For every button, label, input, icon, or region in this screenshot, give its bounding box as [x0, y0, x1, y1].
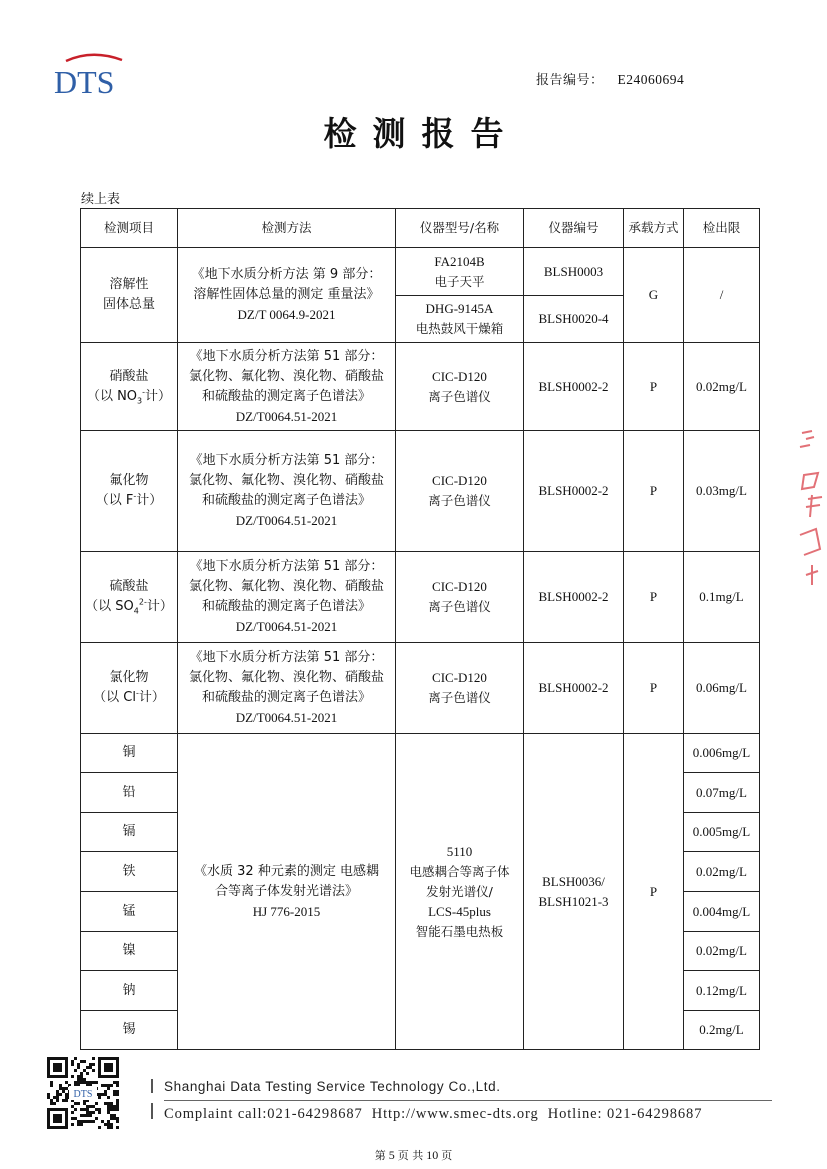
item-cell [81, 643, 178, 734]
instrument-no-cell: BLSH0002-2 [524, 431, 624, 552]
item-cell [81, 431, 178, 552]
limit-cell: 0.06mg/L [684, 643, 760, 734]
instrument-model: 5110 [446, 843, 473, 859]
instrument-model: LCS-45plus [428, 903, 491, 919]
table-row [81, 431, 760, 552]
metal-name-cell: 钠 [81, 971, 178, 1011]
item-cell [81, 343, 178, 431]
seal-stamp-fragment [794, 425, 827, 595]
limit-cell: 0.02mg/L [684, 852, 760, 892]
item-unit: （以 F-计） [95, 491, 163, 508]
metal-name-cell: 铁 [81, 852, 178, 892]
method-text: 溶解性固体总量的测定 重量法》 [193, 287, 380, 302]
item-cell [81, 552, 178, 643]
limit-cell: 0.07mg/L [684, 773, 760, 813]
metal-name-cell: 铜 [81, 734, 178, 773]
limit-cell: 0.02mg/L [684, 343, 760, 431]
instrument-cell [396, 552, 524, 643]
test-method-table [80, 208, 760, 1050]
header-instrument: 仪器型号/名称 [396, 209, 524, 248]
instrument-no-cell: BLSH0002-2 [524, 343, 624, 431]
item-name: 氯化物 [109, 670, 149, 685]
method-text: 《地下水质分析方法第 51 部分： [189, 348, 384, 364]
instrument-cell [396, 734, 524, 1050]
limit-cell: 0.004mg/L [684, 892, 760, 932]
report-number-value: E24060694 [617, 72, 685, 87]
limit-cell: 0.12mg/L [684, 971, 760, 1011]
table-header-row [81, 209, 760, 248]
footer-rule [164, 1100, 772, 1101]
instrument-cell [396, 643, 524, 734]
header-limit: 检出限 [684, 209, 760, 248]
qr-code [47, 1057, 119, 1129]
instrument-no: BLSH1021-3 [538, 893, 609, 909]
method-text: 氯化物、氟化物、溴化物、硝酸盐 [188, 473, 384, 488]
instrument-name: 离子色谱仪 [428, 599, 491, 614]
method-cell [178, 248, 396, 343]
instrument-model: CIC-D120 [432, 473, 487, 488]
table-row [81, 248, 760, 296]
metal-name-cell: 镉 [81, 813, 178, 852]
carrier-cell: P [624, 343, 684, 431]
footer-contact [164, 1106, 702, 1123]
carrier-cell: P [624, 643, 684, 734]
limit-cell: 0.03mg/L [684, 431, 760, 552]
limit-cell: 0.005mg/L [684, 813, 760, 852]
item-unit: （以 $SO_4^{2-}$计） [85, 597, 173, 616]
page-title: 检测报告 [323, 114, 520, 153]
metal-name-cell: 锰 [81, 892, 178, 932]
item-name: 固体总量 [102, 297, 155, 312]
page-number: 第 5 页 共 10 页 [374, 1148, 453, 1162]
logo-text: DTS [54, 64, 115, 98]
table-row [81, 552, 760, 643]
instrument-model: CIC-D120 [432, 670, 487, 685]
report-number [536, 69, 684, 88]
method-code: HJ 776-2015 [252, 903, 321, 919]
item-name: 氟化物 [109, 473, 149, 488]
method-text: 和硫酸盐的测定离子色谱法》 [201, 690, 371, 705]
instrument-no: BLSH0036/ [542, 873, 605, 889]
report-number-label: 报告编号： [536, 73, 604, 88]
instrument-name: 离子色谱仪 [428, 388, 491, 404]
header-instrument-no: 仪器编号 [524, 209, 624, 248]
instrument-model: CIC-D120 [432, 368, 487, 384]
method-text: 和硫酸盐的测定离子色谱法》 [201, 388, 371, 404]
continued-label: 续上表 [81, 192, 121, 207]
footer-company: Shanghai Data Testing Service Technology Co.,Ltd. [164, 1079, 501, 1094]
header-carrier: 承载方式 [624, 209, 684, 248]
item-name: 硝酸盐 [109, 368, 149, 384]
limit-cell: 0.02mg/L [684, 932, 760, 971]
instrument-cell [396, 296, 524, 343]
item-unit: （以 Cl-计） [93, 688, 165, 705]
method-code: DZ/T0064.51-2021 [235, 619, 338, 634]
method-text: 《地下水质分析方法第 51 部分： [189, 650, 384, 665]
instrument-name: 电感耦合等离子体 [409, 863, 510, 879]
qr-logo-text: DTS [73, 1089, 93, 1100]
table-row [81, 643, 760, 734]
limit-cell: 0.2mg/L [684, 1011, 760, 1050]
instrument-cell [396, 343, 524, 431]
carrier-cell: P [624, 431, 684, 552]
footer-divider [151, 1103, 153, 1119]
method-code: DZ/T0064.51-2021 [235, 710, 338, 725]
instrument-name: 发射光谱仪/ [426, 883, 493, 899]
instrument-cell [396, 248, 524, 296]
method-text: 氯化物、氟化物、溴化物、硝酸盐 [188, 579, 384, 594]
metal-name-cell: 铅 [81, 773, 178, 813]
method-cell [178, 431, 396, 552]
method-text: 和硫酸盐的测定离子色谱法》 [201, 599, 371, 614]
item-cell [81, 248, 178, 343]
item-unit: （以 $NO_3^-$计） [86, 387, 172, 406]
header-item: 检测项目 [81, 209, 178, 248]
instrument-model: CIC-D120 [432, 579, 487, 594]
instrument-no-cell [524, 734, 624, 1050]
carrier-cell: P [624, 734, 684, 1050]
metal-name-cell: 锡 [81, 1011, 178, 1050]
method-code: DZ/T0064.51-2021 [235, 513, 338, 528]
method-code: DZ/T 0064.9-2021 [237, 307, 336, 322]
instrument-no-cell: BLSH0020-4 [524, 296, 624, 343]
item-name: 硫酸盐 [109, 579, 149, 594]
complaint-phone: Complaint call:021-64298687 [164, 1106, 363, 1122]
limit-cell: 0.006mg/L [684, 734, 760, 773]
header-method: 检测方法 [178, 209, 396, 248]
metal-name-cell: 镍 [81, 932, 178, 971]
website-link[interactable]: Http://www.smec-dts.org [371, 1106, 539, 1122]
instrument-name: 离子色谱仪 [428, 493, 491, 508]
table-row [81, 343, 760, 431]
carrier-cell: G [624, 248, 684, 343]
instrument-name: 离子色谱仪 [428, 690, 491, 705]
carrier-cell: P [624, 552, 684, 643]
qr-code-graphic [47, 1057, 119, 1129]
instrument-no-cell: BLSH0002-2 [524, 643, 624, 734]
method-cell [178, 552, 396, 643]
method-text: 《水质 32 种元素的测定 电感耦 [194, 863, 379, 879]
method-text: 氯化物、氟化物、溴化物、硝酸盐 [188, 368, 384, 384]
instrument-name: 电子天平 [434, 273, 485, 289]
instrument-name: 智能石墨电热板 [415, 923, 504, 939]
instrument-no-cell: BLSH0003 [524, 248, 624, 296]
instrument-cell [396, 431, 524, 552]
instrument-model: FA2104B [434, 253, 485, 269]
method-cell [178, 734, 396, 1050]
method-text: 氯化物、氟化物、溴化物、硝酸盐 [188, 670, 384, 685]
method-text: 和硫酸盐的测定离子色谱法》 [201, 493, 371, 508]
method-text: 《地下水质分析方法第 51 部分： [189, 559, 384, 574]
method-code: DZ/T0064.51-2021 [235, 408, 338, 424]
limit-cell: / [684, 248, 760, 343]
instrument-no-cell: BLSH0002-2 [524, 552, 624, 643]
instrument-model: DHG-9145A [425, 301, 494, 316]
method-text: 《地下水质分析方法第 51 部分： [189, 453, 384, 468]
method-cell [178, 343, 396, 431]
method-text: 合等离子体发射光谱法》 [214, 883, 358, 899]
instrument-name: 电热鼓风干燥箱 [415, 321, 504, 336]
method-cell [178, 643, 396, 734]
hotline: Hotline: 021-64298687 [547, 1106, 703, 1122]
table-row [81, 734, 760, 773]
dts-logo [52, 52, 128, 98]
item-name: 溶解性 [109, 277, 149, 292]
footer-divider [151, 1079, 153, 1093]
limit-cell: 0.1mg/L [684, 552, 760, 643]
method-text: 《地下水质分析方法 第 9 部分： [191, 267, 382, 282]
